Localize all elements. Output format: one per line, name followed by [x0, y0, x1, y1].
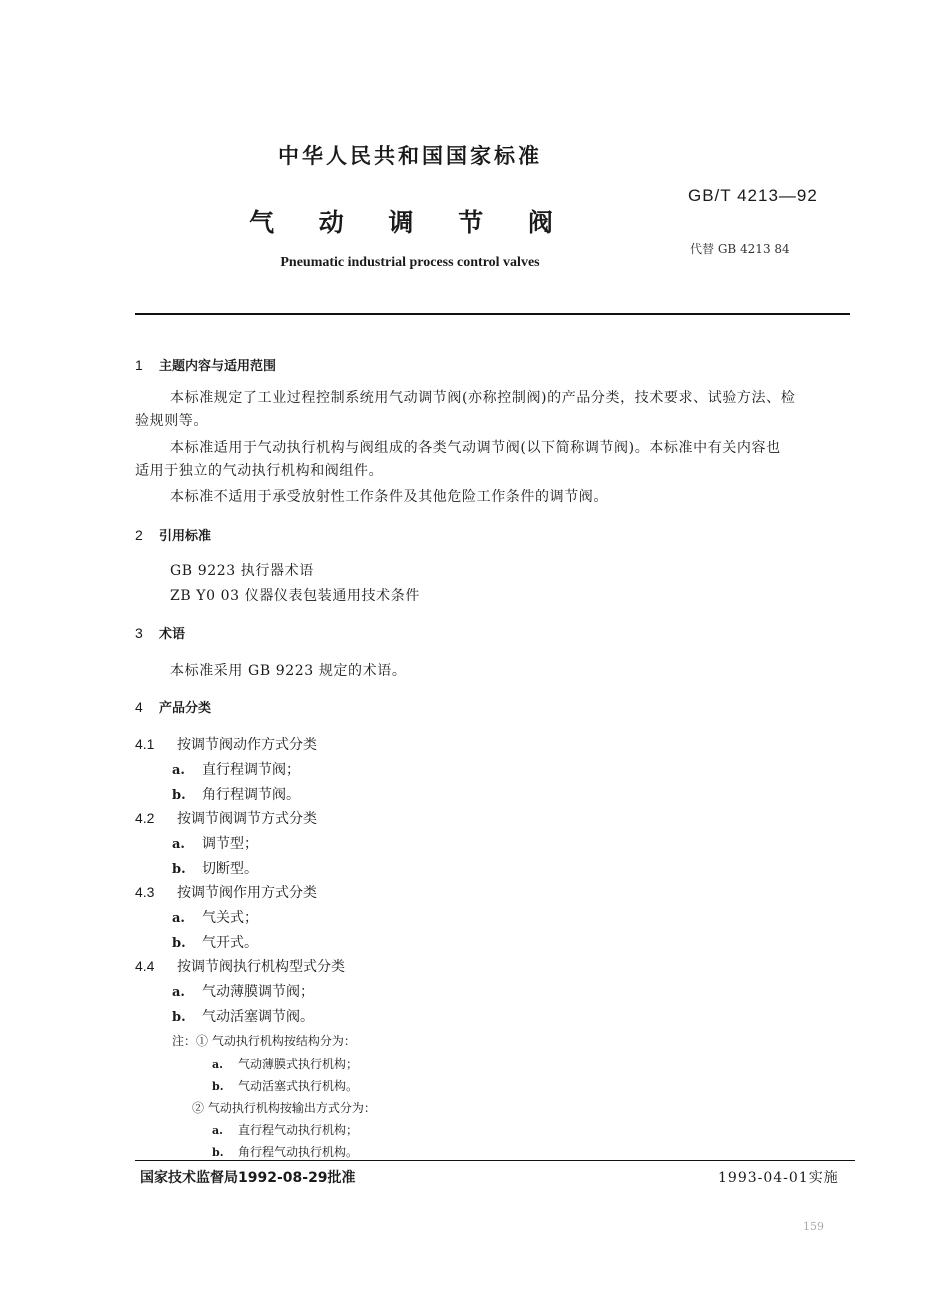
subsection-4-2	[135, 808, 317, 828]
list-text: 角行程气动执行机构。	[238, 1145, 359, 1159]
list-item	[172, 981, 314, 1001]
paragraph: 本标准采用 GB 9223 规定的术语。	[170, 663, 407, 679]
note-item	[212, 1055, 358, 1072]
subsection-number: 4.2	[135, 810, 155, 826]
section-number: 2	[135, 527, 143, 543]
subsection-number: 4.3	[135, 884, 155, 900]
paragraph: 适用于独立的气动执行机构和阀组件。	[135, 463, 384, 479]
list-item	[172, 932, 258, 952]
list-item	[172, 784, 300, 804]
subsection-title: 按调节阀执行机构型式分类	[177, 959, 345, 975]
section-3-heading	[135, 623, 185, 642]
section-number: 3	[135, 625, 143, 641]
paragraph: 本标准适用于气动执行机构与阀组成的各类气动调节阀(以下简称调节阀)。本标准中有关内容也	[170, 440, 781, 456]
approval-date: 国家技术监督局1992-08-29批准	[140, 1170, 356, 1186]
list-marker: a.	[172, 837, 185, 852]
list-item	[172, 907, 258, 927]
note-item	[212, 1077, 358, 1094]
list-text: 气开式。	[202, 935, 258, 951]
list-text: 气动活塞调节阀。	[202, 1009, 314, 1025]
section-number: 1	[135, 357, 143, 373]
list-text: 直行程调节阀；	[202, 762, 300, 778]
english-subtitle: Pneumatic industrial process control valves	[280, 255, 540, 270]
list-marker: b.	[212, 1080, 224, 1093]
list-item	[172, 833, 258, 853]
list-text: 气动活塞式执行机构。	[238, 1079, 359, 1093]
section-2-heading	[135, 525, 211, 544]
list-text: 调节型；	[202, 836, 258, 852]
subsection-4-4	[135, 956, 345, 976]
header-divider	[135, 313, 850, 315]
subsection-title: 按调节阀调节方式分类	[177, 811, 317, 827]
list-text: 气关式；	[202, 910, 258, 926]
paragraph: 本标准不适用于承受放射性工作条件及其他危险工作条件的调节阀。	[170, 489, 608, 505]
subsection-number: 4.4	[135, 958, 155, 974]
page-number: 159	[803, 1220, 824, 1233]
list-marker: b.	[172, 788, 186, 803]
list-marker: a.	[212, 1058, 223, 1071]
replaces-note: 代替 GB 4213 84	[690, 242, 790, 256]
list-text: 气动薄膜式执行机构；	[238, 1057, 359, 1071]
note-line: ② 气动执行机构按输出方式分为：	[192, 1101, 376, 1115]
section-number: 4	[135, 699, 143, 715]
reference-item: ZB Y0 03 仪器仪表包装通用技术条件	[170, 588, 420, 604]
note-item	[212, 1143, 358, 1160]
list-marker: b.	[172, 862, 186, 877]
list-marker: a.	[212, 1124, 223, 1137]
list-marker: b.	[172, 936, 186, 951]
section-1-heading	[135, 355, 276, 374]
list-item	[172, 858, 258, 878]
list-marker: b.	[172, 1010, 186, 1025]
section-title: 引用标准	[159, 529, 212, 544]
paragraph: 本标准规定了工业过程控制系统用气动调节阀(亦称控制阀)的产品分类，技术要求、试验方法、检	[170, 390, 796, 406]
paragraph: 验规则等。	[135, 413, 208, 429]
section-title: 术语	[159, 627, 186, 642]
list-text: 切断型。	[202, 861, 258, 877]
section-title: 主题内容与适用范围	[159, 359, 277, 374]
subsection-title: 按调节阀作用方式分类	[177, 885, 317, 901]
list-marker: b.	[212, 1146, 224, 1159]
doc-title: 气 动 调 节 阀	[249, 208, 571, 237]
footer-divider	[135, 1160, 855, 1161]
subsection-title: 按调节阀动作方式分类	[177, 737, 317, 753]
standard-number: GB/T 4213—92	[688, 186, 818, 205]
reference-item: GB 9223 执行器术语	[170, 563, 314, 579]
subsection-number: 4.1	[135, 736, 155, 752]
org-title: 中华人民共和国国家标准	[278, 144, 542, 168]
note-item	[212, 1121, 358, 1138]
list-text: 直行程气动执行机构；	[238, 1123, 359, 1137]
list-marker: a.	[172, 763, 185, 778]
list-item	[172, 759, 300, 779]
list-marker: a.	[172, 911, 185, 926]
effective-date: 1993-04-01实施	[718, 1170, 839, 1186]
list-text: 角行程调节阀。	[202, 787, 300, 803]
section-4-heading	[135, 697, 211, 716]
subsection-4-3	[135, 882, 317, 902]
section-title: 产品分类	[159, 701, 212, 716]
list-marker: a.	[172, 985, 185, 1000]
subsection-4-1	[135, 734, 317, 754]
list-text: 气动薄膜调节阀；	[202, 984, 314, 1000]
note-line: 注：① 气动执行机构按结构分为：	[172, 1034, 356, 1048]
list-item	[172, 1006, 314, 1026]
